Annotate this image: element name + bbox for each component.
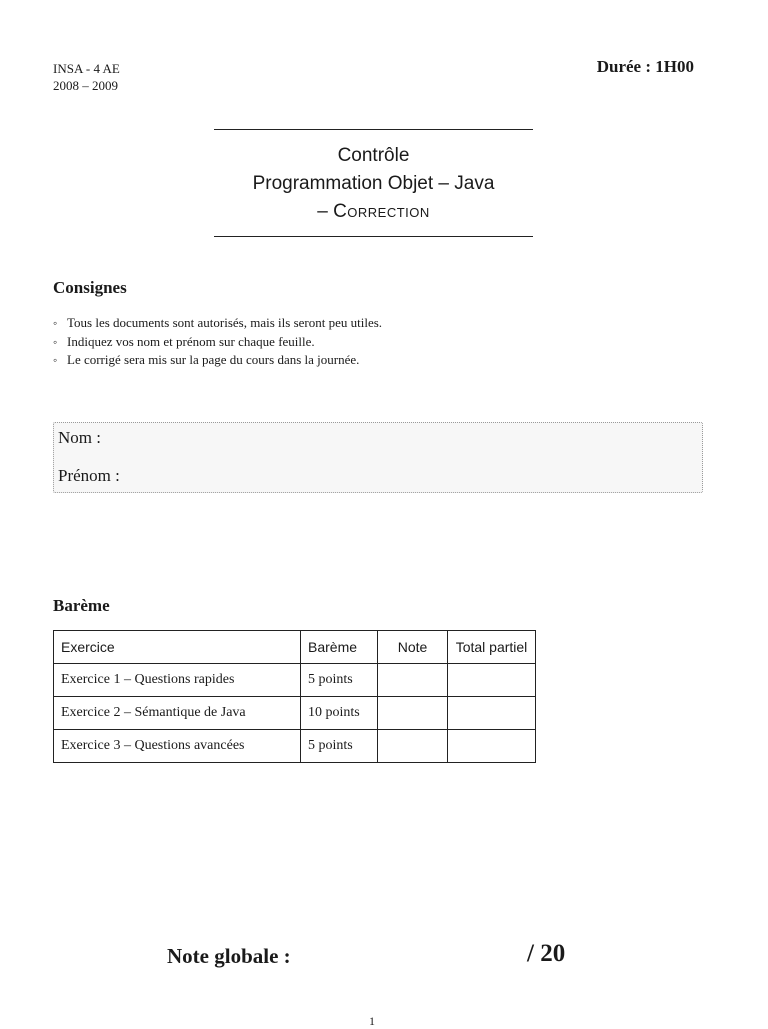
global-grade-label: Note globale :	[167, 944, 291, 968]
school-label: INSA - 4 AE	[53, 61, 120, 76]
consigne-text: Tous les documents sont autorisés, mais ils seront peu utiles.	[67, 315, 383, 330]
title-line-1: Contrôle	[337, 145, 410, 166]
global-grade-score: / 20	[527, 940, 566, 967]
table-header-row	[54, 631, 536, 664]
column-header-exercice: Exercice	[54, 631, 301, 664]
consignes-heading: Consignes	[53, 278, 127, 297]
column-header-total: Total partiel	[448, 631, 536, 664]
header-left	[53, 60, 120, 94]
title-dash: –	[317, 201, 334, 222]
consignes-list	[53, 314, 382, 370]
column-header-bareme: Barème	[301, 631, 378, 664]
consigne-item	[53, 333, 382, 352]
exercise-name: Exercice 2 – Sémantique de Java	[54, 697, 301, 730]
exercise-points: 5 points	[301, 664, 378, 697]
nom-label: Nom :	[58, 428, 101, 447]
note-cell	[378, 697, 448, 730]
total-cell	[448, 697, 536, 730]
title-bottom-rule	[214, 236, 533, 237]
exercise-name: Exercice 3 – Questions avancées	[54, 730, 301, 763]
identity-box	[53, 422, 703, 493]
prenom-label: Prénom :	[58, 466, 120, 485]
table-row	[54, 664, 536, 697]
title-line-2: Programmation Objet – Java	[252, 173, 495, 194]
title-top-rule	[214, 129, 533, 130]
column-header-note: Note	[378, 631, 448, 664]
total-cell	[448, 730, 536, 763]
bareme-heading: Barème	[53, 596, 110, 615]
academic-year: 2008 – 2009	[53, 78, 118, 93]
exercise-points: 5 points	[301, 730, 378, 763]
consigne-text: Indiquez vos nom et prénom sur chaque feuille.	[67, 333, 315, 349]
exercise-points: 10 points	[301, 697, 378, 730]
table-row	[54, 697, 536, 730]
title-line-3	[214, 198, 533, 226]
consigne-item	[53, 351, 382, 370]
table-row	[54, 730, 536, 763]
consigne-text: Le corrigé sera mis sur la page du cours dans la journée.	[67, 352, 360, 367]
total-cell	[448, 664, 536, 697]
exercise-name: Exercice 1 – Questions rapides	[54, 664, 301, 697]
bareme-table	[53, 630, 536, 763]
title-block	[214, 142, 533, 226]
consigne-item	[53, 314, 382, 333]
note-cell	[378, 730, 448, 763]
note-cell	[378, 664, 448, 697]
page-number: 1	[369, 1014, 375, 1028]
correction-label: Correction	[333, 201, 430, 222]
exam-duration: Durée : 1H00	[596, 57, 694, 76]
